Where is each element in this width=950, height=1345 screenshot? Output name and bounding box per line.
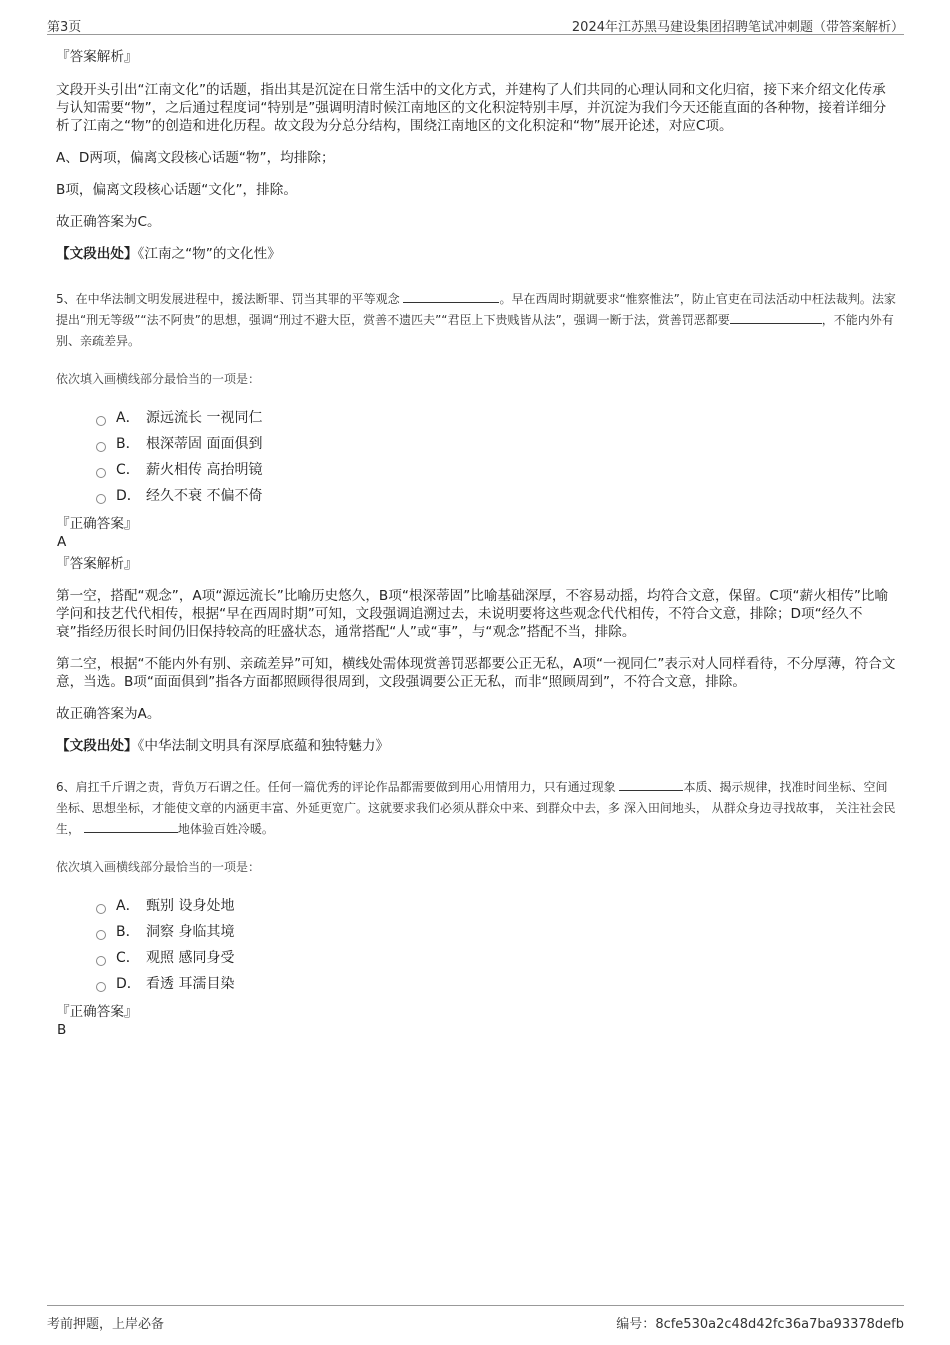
fill-blank [619, 778, 683, 791]
fill-blank [84, 820, 178, 833]
options-list [96, 893, 896, 997]
question-5-text [56, 289, 896, 352]
option-text: 看透 耳濡目染 [146, 976, 235, 992]
correct-answer-tag: 『正确答案』 [56, 1004, 138, 1020]
question-prompt: 依次填入画横线部分最恰当的一项是： [56, 860, 261, 874]
option-b[interactable] [96, 919, 896, 945]
option-letter: D． [116, 976, 141, 992]
question-text-part: 6、肩扛千斤谓之责，背负万石谓之任。任何一篇优秀的评论作品都需要做到用心用情用力，只有通过现象 [56, 780, 616, 794]
correct-answer-tag: 『正确答案』 [56, 516, 138, 532]
option-text: 观照 感同身受 [146, 950, 235, 966]
radio-icon[interactable] [96, 468, 106, 478]
question-text-part: 本质、揭示规律，找准时间坐标、空间坐标、思想坐标，才能使文章的内涵更丰富、外延更宽广。这就要求我们必须从群众中来、到群众中去，多 深入田间地头， 从群众身边寻找故事， 关注社会民生， [56, 780, 896, 836]
option-d[interactable] [96, 483, 896, 509]
page-footer [47, 1305, 904, 1332]
analysis-paragraph: A、D两项，偏离文段核心话题“物”，均排除； [56, 150, 335, 166]
analysis-paragraph: 文段开头引出“江南文化”的话题，指出其是沉淀在日常生活中的文化方式，并建构了人们共同的心理认同和文化归宿，接下来介绍文化传承与认知需要“物”，之后通过程度词“特别是”强调明清时候江南地区的文化积淀特别丰厚，并沉淀为我们今天还能直面的各种物，接着详细分析了江南之“物”的创造和进化历程。故文段为分总分结构，围绕江南地区的文化积淀和“物”展开论述，对应C项。 [56, 82, 887, 134]
question-text-part: 地体验百姓冷暖。 [177, 822, 274, 836]
option-text: 根深蒂固 面面俱到 [146, 436, 263, 452]
fill-blank [730, 311, 822, 324]
question-text-part: 。早在西周时期就要求“惟察惟法”，防止官吏在司法活动中枉法裁判。法家提出“刑无等级”“法不阿贵”的思想，强调“刑过不避大臣，赏善不遗匹夫”“君臣上下贵贱皆从法”，强调一断于法，赏善罚恶都要 [56, 292, 896, 327]
option-d[interactable] [96, 971, 896, 997]
document-title: 2024年江苏黑马建设集团招聘笔试冲刺题（带答案解析） [571, 20, 904, 35]
option-letter: D． [116, 488, 141, 504]
answer-conclusion: 故正确答案为C。 [56, 214, 161, 230]
option-text: 薪火相传 高抬明镜 [146, 462, 263, 478]
option-letter: C． [116, 950, 140, 966]
answer-conclusion: 故正确答案为A。 [56, 706, 161, 722]
source-title: 《中华法制文明具有深厚底蕴和独特魅力》 [137, 738, 390, 754]
question-text-part: 5、在中华法制文明发展进程中，援法断罪、罚当其罪的平等观念 [56, 292, 400, 306]
question-prompt: 依次填入画横线部分最恰当的一项是： [56, 372, 261, 386]
option-text: 经久不衰 不偏不倚 [146, 488, 263, 504]
passage-source [56, 245, 896, 263]
option-c[interactable] [96, 457, 896, 483]
analysis-paragraph: 第二空，根据“不能内外有别、亲疏差异”可知，横线处需体现赏善罚恶都要公正无私，A项“一视同仁”表示对人同样看待，不分厚薄，符合文意，当选。B项“面面俱到”指各方面都照顾得很周到，文段强调要公正无私，而非“照顾周到”，不符合文意，排除。 [56, 656, 896, 690]
passage-source [56, 737, 896, 755]
radio-icon[interactable] [96, 494, 106, 504]
option-b[interactable] [96, 431, 896, 457]
page-header [47, 14, 904, 35]
option-letter: A． [116, 898, 140, 914]
radio-icon[interactable] [96, 982, 106, 992]
analysis-paragraph: 第一空，搭配“观念”，A项“源远流长”比喻历史悠久，B项“根深蒂固”比喻基础深厚，不容易动摇，均符合文意，保留。C项“薪火相传”比喻学问和技艺代代相传，根据“早在西周时期”可知，文段强调追溯过去，未说明要将这些观念代代相传，不符合文意，排除；D项“经久不衰”指经历很长时间仍旧保持较高的旺盛状态，通常搭配“人”或“事”，与“观念”搭配不当，排除。 [56, 588, 889, 640]
footer-slogan: 考前押题，上岸必备 [47, 1317, 165, 1332]
question-text-part: ，不能内外有别、亲疏差异。 [56, 313, 894, 348]
analysis-tag: 『答案解析』 [56, 49, 138, 65]
option-letter: A． [116, 410, 140, 426]
option-a[interactable] [96, 893, 896, 919]
radio-icon[interactable] [96, 930, 106, 940]
source-label: 【文段出处】 [56, 738, 138, 754]
option-text: 甄别 设身处地 [146, 898, 235, 914]
radio-icon[interactable] [96, 904, 106, 914]
code-value: 8cfe530a2c48d42fc36a7ba93378defb [655, 1317, 904, 1332]
document-code [616, 1313, 904, 1332]
radio-icon[interactable] [96, 442, 106, 452]
source-title: 《江南之“物”的文化性》 [137, 246, 281, 262]
option-text: 洞察 身临其境 [146, 924, 235, 940]
fill-blank [403, 290, 499, 303]
option-text: 源远流长 一视同仁 [146, 410, 263, 426]
analysis-paragraph: B项，偏离文段核心话题“文化”，排除。 [56, 182, 297, 198]
code-label: 编号： [616, 1317, 656, 1332]
option-letter: C． [116, 462, 140, 478]
page-number: 第3页 [47, 20, 82, 35]
source-label: 【文段出处】 [56, 246, 138, 262]
option-c[interactable] [96, 945, 896, 971]
analysis-tag: 『答案解析』 [56, 556, 138, 572]
options-list [96, 405, 896, 509]
option-a[interactable] [96, 405, 896, 431]
correct-answer: B [57, 1022, 67, 1038]
radio-icon[interactable] [96, 956, 106, 966]
correct-answer: A [57, 534, 67, 550]
option-letter: B． [116, 436, 140, 452]
question-6-text [56, 777, 896, 840]
option-letter: B． [116, 924, 140, 940]
page-content [56, 46, 896, 1039]
radio-icon[interactable] [96, 416, 106, 426]
